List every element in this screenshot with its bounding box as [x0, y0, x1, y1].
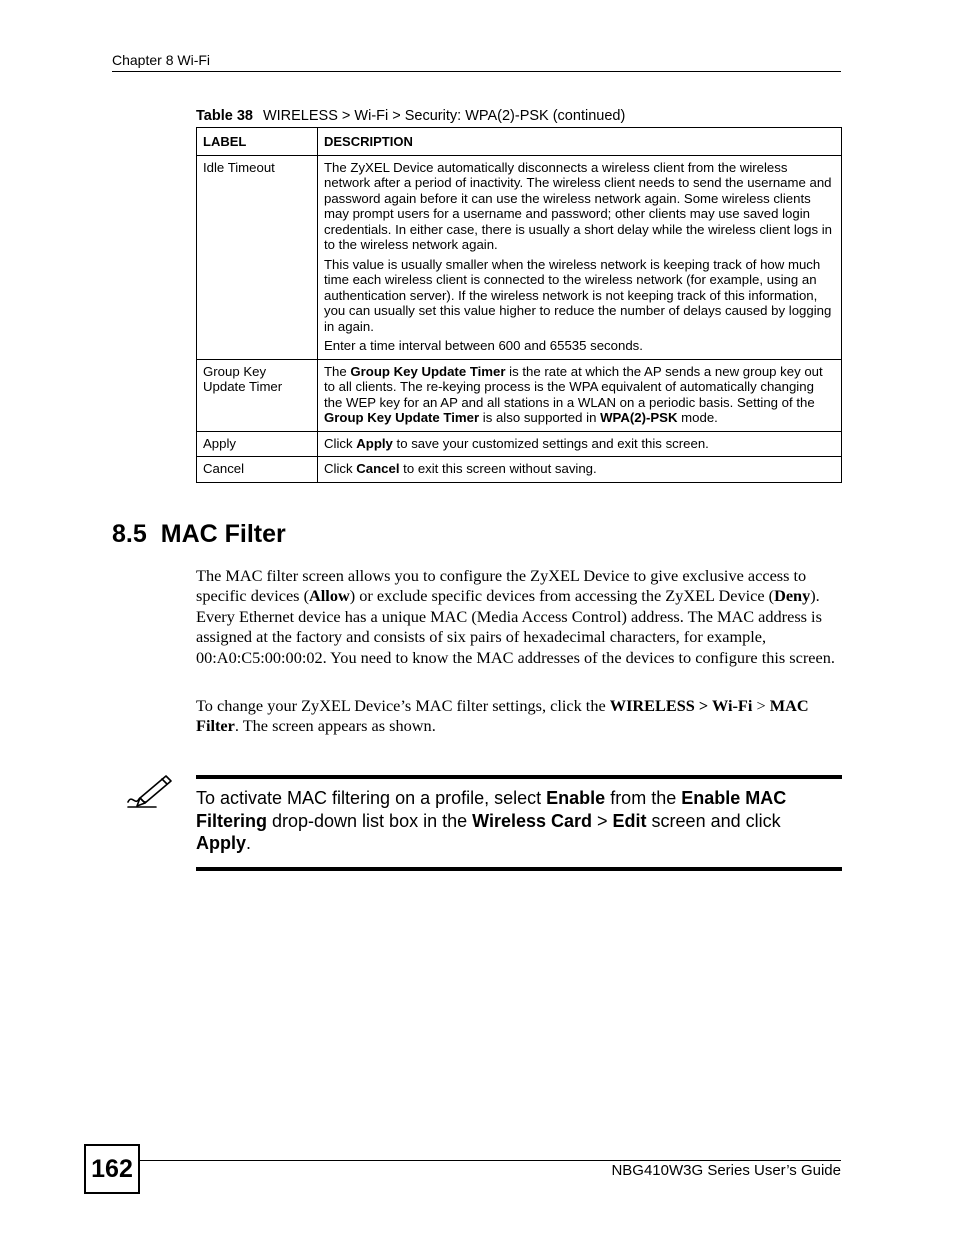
- row-label: Apply: [197, 431, 318, 457]
- row-description: [318, 155, 842, 359]
- page-number: 162: [84, 1144, 140, 1194]
- row-description: [318, 359, 842, 431]
- text-run: To change your ZyXEL Device’s MAC filter settings, click the: [196, 696, 610, 715]
- note-text: [196, 787, 836, 855]
- table-row: [197, 431, 842, 457]
- section-number: 8.5: [112, 520, 147, 548]
- footer-guide-title: NBG410W3G Series User’s Guide: [611, 1162, 841, 1179]
- description-paragraph: The ZyXEL Device automatically disconnects a wireless client from the wireless network after a period of inactivity. The wireless client needs to send the username and password again before it can use the wireless network again. Some wireless clients may prompt users for a username and password; other clients may use saved login credentials. In either case, there is usually a short delay while the wireless client logs in to the wireless network again.: [324, 159, 832, 252]
- pencil-note-icon: [126, 772, 174, 808]
- footer-divider: [140, 1160, 841, 1161]
- bold-term: WIRELESS > Wi-Fi: [609, 696, 753, 715]
- note-bottom-rule: [196, 867, 842, 871]
- bold-term: Enable MAC Filtering: [196, 788, 787, 831]
- row-description: [318, 457, 842, 483]
- text-run: >: [592, 810, 613, 831]
- text-run: is also supported in: [479, 410, 601, 425]
- column-header-label: LABEL: [197, 128, 318, 156]
- section-title: MAC Filter: [160, 520, 286, 548]
- text-run: .: [246, 833, 252, 853]
- bold-term: Deny: [774, 586, 811, 606]
- field-description-table: [196, 127, 842, 483]
- column-header-description: DESCRIPTION: [318, 128, 842, 156]
- bold-term: Group Key Update Timer: [324, 410, 480, 425]
- bold-term: Group Key Update Timer: [350, 363, 506, 379]
- row-label: Idle Timeout: [197, 155, 318, 359]
- table-caption-title: WIRELESS > Wi-Fi > Security: WPA(2)-PSK (continued): [262, 108, 626, 124]
- bold-term: Wireless Card: [472, 810, 593, 831]
- text-run: ) or exclude specific devices from accessing the ZyXEL Device (: [349, 586, 775, 606]
- table-row: [197, 359, 842, 431]
- bold-term: Edit: [612, 810, 647, 831]
- bold-term: Allow: [309, 586, 350, 606]
- table-caption: [196, 108, 625, 124]
- text-run: is the rate at which the AP sends a new group key out to all clients. The re-keying process is the WPA equivalent of automatically changing the WEP key for an AP and all stations in a WLAN on a periodic basis. Setting of the: [324, 363, 823, 410]
- description-paragraph: This value is usually smaller when the wireless network is keeping track of how much time each wireless client is connected to the wireless network (for example, using an authentication server). If the wireless network is not keeping track of this information, you can usually set this value higher to reduce the number of delays caused by logging in again.: [324, 256, 832, 334]
- text-run: ). Every Ethernet device has a unique MAC (Media Access Control) address. The MAC address is assigned at the factory and consists of six pairs of hexadecimal characters, for example, 00:A0:C5:00:00:02. You need to know the MAC addresses of the devices to configure this screen.: [196, 586, 835, 667]
- bold-term: Apply: [356, 435, 393, 451]
- text-run: mode.: [677, 410, 718, 425]
- text-run: to exit this screen without saving.: [399, 461, 597, 476]
- text-run: The MAC filter screen allows you to configure the ZyXEL Device to give exclusive access to specific devices (: [196, 566, 807, 606]
- note-top-rule: [196, 775, 842, 779]
- body-paragraph: [196, 696, 844, 737]
- text-run: >: [752, 696, 770, 715]
- description-paragraph: Enter a time interval between 600 and 65535 seconds.: [324, 338, 643, 353]
- bold-term: WPA(2)-PSK: [600, 410, 678, 425]
- row-label: Group Key Update Timer: [197, 359, 318, 431]
- bold-term: MAC Filter: [196, 696, 809, 736]
- table-caption-number: Table 38: [196, 108, 253, 124]
- text-run: from the: [605, 788, 682, 808]
- bold-term: Cancel: [356, 461, 400, 476]
- table-header-row: [197, 128, 842, 156]
- row-label: Cancel: [197, 457, 318, 483]
- text-run: screen and click: [646, 810, 781, 831]
- text-run: Click: [324, 461, 357, 476]
- bold-term: Apply: [196, 833, 247, 853]
- text-run: drop-down list box in the: [267, 810, 473, 831]
- text-run: Click: [324, 435, 357, 451]
- text-run: The: [324, 363, 351, 379]
- table-row: [197, 457, 842, 483]
- header-divider: [112, 71, 841, 72]
- row-description: [318, 431, 842, 457]
- section-heading: [112, 520, 286, 549]
- running-header-chapter: Chapter 8 Wi-Fi: [112, 52, 211, 68]
- table-row: [197, 155, 842, 359]
- text-run: To activate MAC filtering on a profile, select: [196, 788, 547, 808]
- body-paragraph: [196, 566, 844, 668]
- text-run: . The screen appears as shown.: [234, 716, 436, 736]
- text-run: to save your customized settings and exit this screen.: [392, 435, 709, 451]
- bold-term: Enable: [546, 788, 606, 808]
